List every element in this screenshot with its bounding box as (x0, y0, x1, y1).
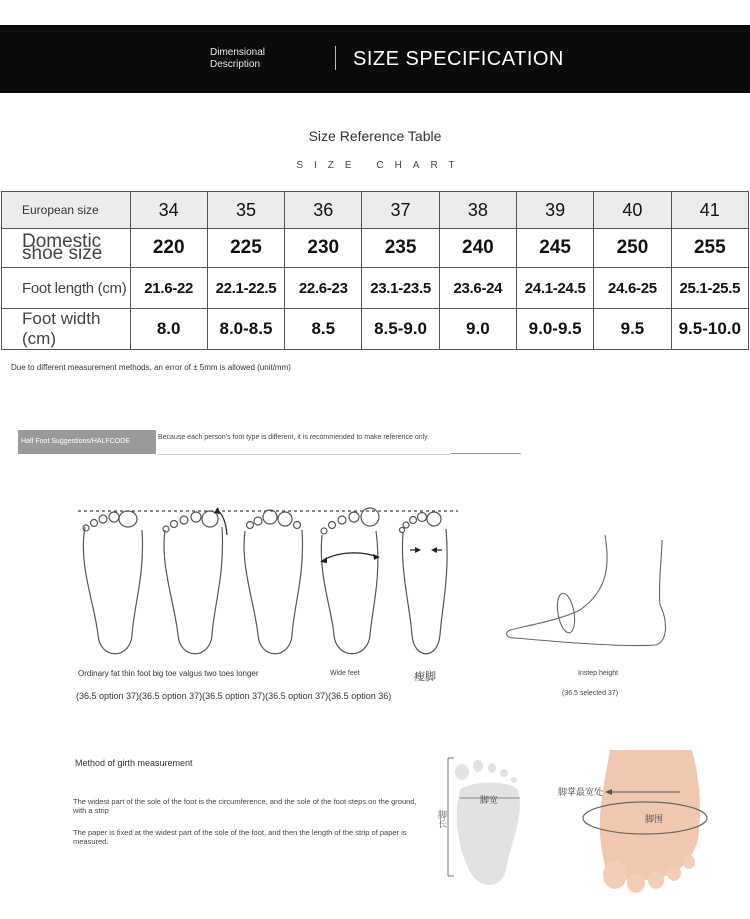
table-cell: 37 (362, 192, 439, 229)
arrow-icon (415, 547, 421, 553)
table-cell: 245 (517, 229, 594, 268)
girth-illustration (430, 740, 750, 910)
widest-point-label: 脚掌最宽处 (558, 787, 604, 797)
banner-subtitle: Dimensional Description (210, 47, 266, 70)
table-cell: 225 (207, 229, 284, 268)
wide-feet-caption: Wide feet (330, 670, 360, 677)
foot-options: (36.5 option 37)(36.5 option 37)(36.5 option 37)(36.5 option 37)(36.5 option 36) (76, 691, 392, 701)
banner-divider (335, 46, 336, 70)
table-cell: 8.0 (130, 309, 207, 350)
table-cell: 36 (285, 192, 362, 229)
foot-outline-icon (321, 508, 379, 654)
foot-outline-icon (83, 511, 143, 654)
table-cell: 21.6-22 (130, 268, 207, 309)
thin-feet-caption: 瘦脚 (414, 671, 436, 683)
table-cell: 22.1-22.5 (207, 268, 284, 309)
instep-option: (36.5 selected 37) (562, 690, 619, 697)
table-cell: 8.0-8.5 (207, 309, 284, 350)
instep-height-label: Instep height (578, 670, 619, 677)
table-cell: 23.6-24 (439, 268, 516, 309)
table-cell: 34 (130, 192, 207, 229)
table-cell: 9.0 (439, 309, 516, 350)
table-cell: 39 (517, 192, 594, 229)
table-cell: 230 (285, 229, 362, 268)
table-cell: 24.1-24.5 (517, 268, 594, 309)
foot-outline-icon (244, 510, 303, 654)
table-cell: 9.0-9.5 (517, 309, 594, 350)
girth-paragraph: The paper is fixed at the widest part of the sole of the foot, and then the length of the strip of paper is measured. (73, 828, 407, 846)
reference-subtitle: SIZE CHART (296, 160, 466, 171)
measurement-note: Due to different measurement methods, an error of ± 5mm is allowed (unit/mm) (11, 363, 291, 372)
table-cell: 240 (439, 229, 516, 268)
table-cell: 24.6-25 (594, 268, 671, 309)
table-row (2, 229, 749, 268)
row-header: Domestic shoe size (2, 229, 131, 268)
divider-line (450, 453, 521, 454)
foot-types-caption: Ordinary fat thin foot big toe valgus two toes longer (78, 669, 259, 678)
table-cell: 22.6-23 (285, 268, 362, 309)
arrow-icon (431, 547, 437, 553)
table-cell: 35 (207, 192, 284, 229)
half-foot-text: Because each person's foot type is different, it is recommended to make reference only. (158, 434, 430, 441)
foot-length-label: 脚长 (437, 810, 447, 828)
reference-title: Size Reference Table (308, 128, 442, 144)
table-cell: 235 (362, 229, 439, 268)
row-header: European size (2, 192, 131, 229)
footprint-icon (455, 760, 520, 885)
table-cell: 41 (671, 192, 748, 229)
table-cell: 38 (439, 192, 516, 229)
table-row (2, 268, 749, 309)
girth-label: 脚围 (645, 814, 664, 824)
header-banner (0, 25, 750, 93)
foot-outline-icon (163, 509, 227, 654)
table-cell: 23.1-23.5 (362, 268, 439, 309)
arrow-icon (214, 507, 220, 514)
foot-outline-icon (400, 512, 448, 654)
girth-paragraph: The widest part of the sole of the foot is the circumference, and the sole of the foot steps on the ground, with a strip (73, 797, 417, 815)
table-cell: 8.5-9.0 (362, 309, 439, 350)
row-header: Foot width (cm) (2, 309, 131, 350)
row-header: Foot length (cm) (2, 268, 131, 309)
table-row (2, 192, 749, 229)
half-foot-label: Half Foot Suggestions/HALFCODE (18, 430, 156, 454)
size-table (1, 191, 749, 350)
table-cell: 9.5-10.0 (671, 309, 748, 350)
banner-title: SIZE SPECIFICATION (353, 48, 564, 70)
table-cell: 25.1-25.5 (671, 268, 748, 309)
table-cell: 40 (594, 192, 671, 229)
divider-line (158, 454, 450, 455)
foot-types-illustration (70, 495, 690, 665)
table-cell: 9.5 (594, 309, 671, 350)
table-cell: 255 (671, 229, 748, 268)
table-cell: 250 (594, 229, 671, 268)
table-cell: 8.5 (285, 309, 362, 350)
instep-foot-icon (507, 535, 666, 646)
table-row (2, 309, 749, 350)
girth-title: Method of girth measurement (75, 758, 193, 768)
foot-width-label: 脚宽 (480, 795, 499, 805)
table-cell: 220 (130, 229, 207, 268)
arrow-icon (373, 554, 380, 560)
